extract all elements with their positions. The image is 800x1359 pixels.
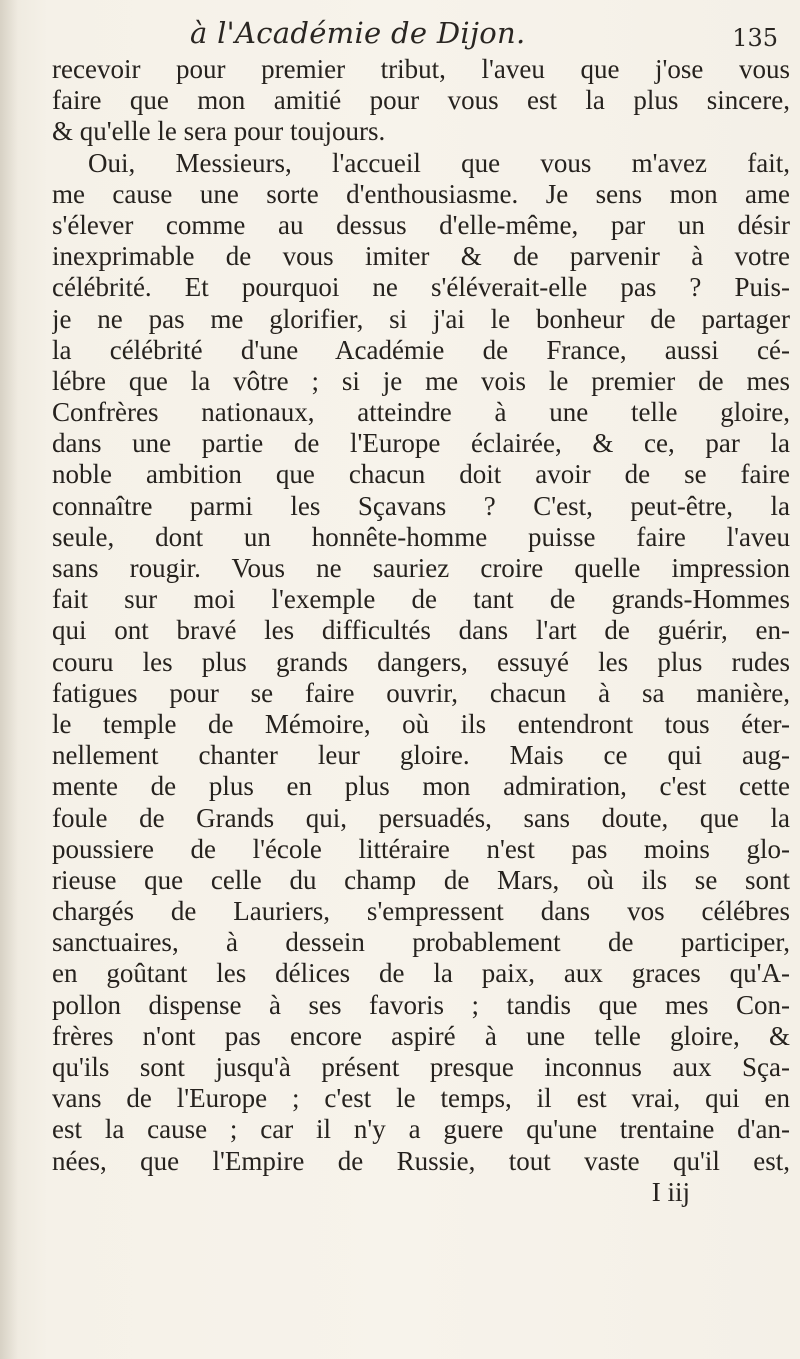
text-line: & qu'elle le sera pour toujours. xyxy=(52,116,386,147)
text-line: Confrères nationaux, atteindre à une telle gloire, xyxy=(52,397,790,428)
page-number: 135 xyxy=(732,24,778,52)
page-gutter-shadow xyxy=(0,0,18,1359)
text-line: mente de plus en plus mon admiration, c'est cette xyxy=(52,771,790,802)
text-line: est la cause ; car il n'y a guere qu'une trentaine d'an- xyxy=(52,1114,790,1145)
text-line: en goûtant les délices de la paix, aux graces qu'A- xyxy=(52,958,790,989)
text-line: le temple de Mémoire, où ils entendront tous éter- xyxy=(52,708,790,739)
text-line: nellement chanter leur gloire. Mais ce qui aug- xyxy=(52,740,790,771)
body-text xyxy=(52,54,790,1208)
text-line: dans une partie de l'Europe éclairée, & ce, par la xyxy=(52,428,790,459)
text-line: faire que mon amitié pour vous est la plus sincere, xyxy=(52,85,790,116)
text-line: sanctuaires, à dessein probablement de participer, xyxy=(52,927,790,958)
text-line: la célébrité d'une Académie de France, aussi cé- xyxy=(52,334,790,365)
text-line: célébrité. Et pourquoi ne s'éléverait-elle pas ? Puis- xyxy=(52,272,790,303)
text-line: chargés de Lauriers, s'empressent dans vos célébres xyxy=(52,896,790,927)
text-line: pollon dispense à ses favoris ; tandis que mes Con- xyxy=(52,989,790,1020)
signature-mark: I iij xyxy=(651,1176,690,1207)
text-line: nées, que l'Empire de Russie, tout vaste qu'il est, xyxy=(52,1145,790,1176)
text-line: lébre que la vôtre ; si je me vois le premier de mes xyxy=(52,365,790,396)
text-line: me cause une sorte d'enthousiasme. Je sens mon ame xyxy=(52,178,790,209)
text-line: rieuse que celle du champ de Mars, où ils se sont xyxy=(52,864,790,895)
text-line: qui ont bravé les difficultés dans l'art de guérir, en- xyxy=(52,615,790,646)
text-line: seule, dont un honnête-homme puisse faire l'aveu xyxy=(52,521,790,552)
text-line: qu'ils sont jusqu'à présent presque inconnus aux Sça- xyxy=(52,1052,790,1082)
text-line: vans de l'Europe ; c'est le temps, il est vrai, qui en xyxy=(52,1083,790,1114)
text-line: foule de Grands qui, persuadés, sans doute, que la xyxy=(52,802,790,833)
text-line: s'élever comme au dessus d'elle-même, par un désir xyxy=(52,209,790,240)
running-title: à l'Académie de Dijon. xyxy=(190,16,526,50)
running-head xyxy=(0,8,800,52)
text-line: noble ambition que chacun doit avoir de se faire xyxy=(52,459,790,490)
text-line: fait sur moi l'exemple de tant de grands-Hommes xyxy=(52,584,790,615)
text-line: inexprimable de vous imiter & de parvenir à votre xyxy=(52,241,790,272)
text-line: frères n'ont pas encore aspiré à une telle gloire, & xyxy=(52,1020,790,1051)
text-line: je ne pas me glorifier, si j'ai le bonheur de partager xyxy=(52,303,790,334)
text-line: Oui, Messieurs, l'accueil que vous m'avez fait, xyxy=(88,147,790,178)
text-line: sans rougir. Vous ne sauriez croire quelle impression xyxy=(52,553,790,583)
text-line: recevoir pour premier tribut, l'aveu que j'ose vous xyxy=(52,54,790,84)
text-line: couru les plus grands dangers, essuyé les plus rudes xyxy=(52,646,790,677)
text-line: connaître parmi les Sçavans ? C'est, peut-être, la xyxy=(52,490,790,521)
text-line: poussiere de l'école littéraire n'est pas moins glo- xyxy=(52,833,790,864)
text-line: fatigues pour se faire ouvrir, chacun à sa manière, xyxy=(52,677,790,708)
